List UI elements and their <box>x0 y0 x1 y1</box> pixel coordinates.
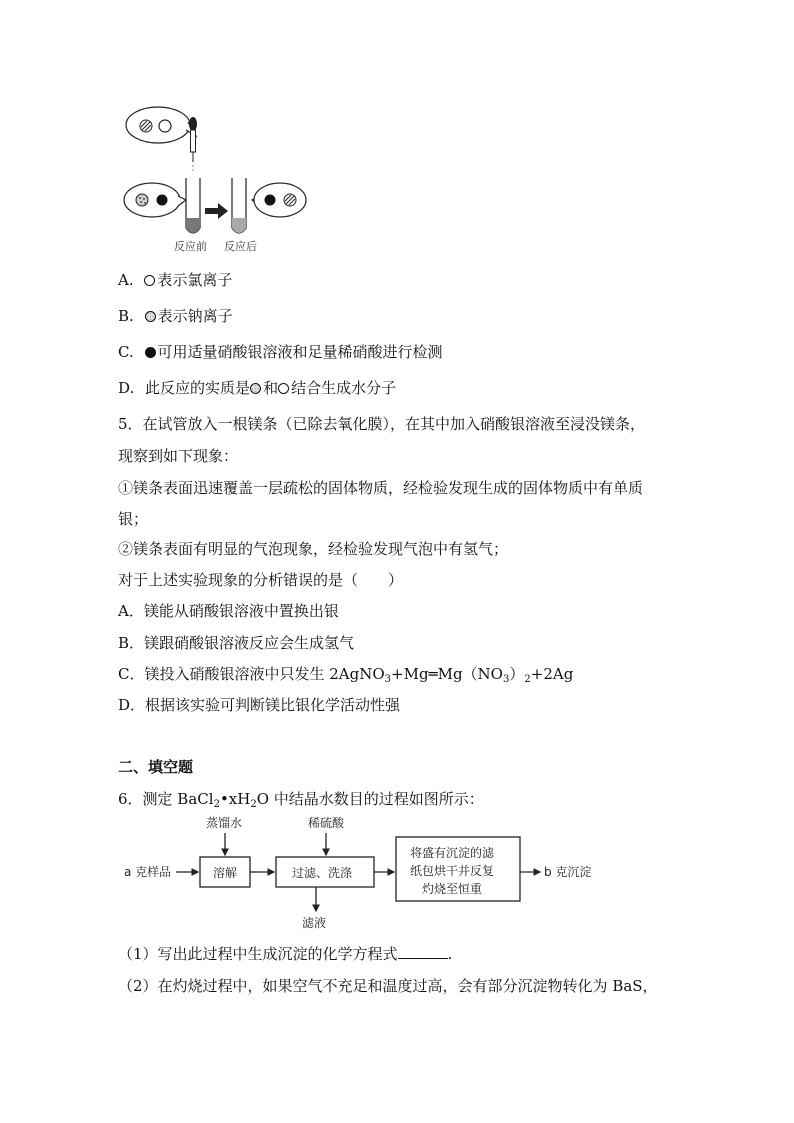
flow-reagent-1: 蒸馏水 <box>206 816 243 830</box>
flow-input: a 克样品 <box>124 865 172 879</box>
black-ion-icon <box>145 347 156 358</box>
label-before: 反应前 <box>174 240 207 253</box>
test-tube-before <box>186 178 200 233</box>
label-after: 反应后 <box>224 240 257 253</box>
dotted-ion-icon <box>250 383 261 394</box>
arrow-right-icon <box>205 203 228 219</box>
q5-option-d: D．根据该实验可判断镁比银化学活动性强 <box>118 696 401 714</box>
q5-option-a: A．镁能从硝酸银溶液中置换出银 <box>118 602 339 620</box>
section-title: 二、填空题 <box>118 758 194 776</box>
after-bubble <box>254 183 306 217</box>
flow-step-2: 过滤、洗涤 <box>292 866 353 880</box>
flow-filtrate: 滤液 <box>302 916 327 930</box>
q5-line-1: 5．在试管放入一根镁条（已除去氧化膜），在其中加入硝酸银溶液至浸没镁条， <box>118 415 646 433</box>
process-flow-diagram <box>118 815 600 937</box>
flow-reagent-2: 稀硫酸 <box>308 816 345 830</box>
q5-option-c: C．镁投入硝酸银溶液中只发生 $2AgNO_3+Mg═Mg(NO_3)_2+2Ag$ <box>118 665 574 685</box>
q5-line-2: 现察到如下现象： <box>118 447 239 465</box>
test-tube-after <box>232 178 246 233</box>
reaction-figure <box>120 100 310 256</box>
black-ion-icon <box>157 195 168 206</box>
flow-step-3-line-2: 纸包烘干并反复 <box>410 864 495 878</box>
flow-output: b 克沉淀 <box>544 865 592 879</box>
white-ion-icon <box>159 120 171 132</box>
dropper-bubble <box>126 107 190 143</box>
q6-sub-2: （2）在灼烧过程中，如果空气不充足和温度过高，会有部分沉淀物转化为 BaS， <box>118 977 658 995</box>
answer-blank[interactable] <box>398 944 448 959</box>
q4-option-b: B. 表示钠离子 <box>118 307 233 325</box>
q5-line-6: 对于上述实验现象的分析错误的是（ ） <box>118 571 404 589</box>
white-ion-icon <box>144 275 155 286</box>
dotted-ion-icon <box>145 311 156 322</box>
hatched-ion-icon <box>140 120 152 132</box>
dropper-icon <box>189 117 197 172</box>
q5-line-3: ①镁条表面迅速覆盖一层疏松的固体物质，经检验发现生成的固体物质中有单质 <box>118 479 644 497</box>
q5-option-b: B．镁跟硝酸银溶液反应会生成氢气 <box>118 634 355 652</box>
q4-option-d: D. 此反应的实质是 和 结合生成水分子 <box>118 379 397 397</box>
q6-sub-1: （1）写出此过程中生成沉淀的化学方程式 . <box>118 945 453 963</box>
white-ion-icon <box>278 383 289 394</box>
q5-line-5: ②镁条表面有明显的气泡现象，经检验发现气泡中有氢气； <box>118 540 509 558</box>
flow-step-3-line-1: 将盛有沉淀的滤 <box>410 846 495 860</box>
q5-line-4: 银； <box>118 510 149 528</box>
flow-step-3-line-3: 灼烧至恒重 <box>422 882 483 896</box>
q6-stem: 6．测定 $BaCl_2•xH_2O$ 中结晶水数目的过程如图所示： <box>118 790 484 810</box>
q4-option-c: C. 可用适量硝酸银溶液和足量稀硝酸进行检测 <box>118 343 443 361</box>
dotted-ion-icon <box>136 194 148 206</box>
q4-option-a: A. 表示氯离子 <box>118 271 233 289</box>
before-bubble <box>124 183 180 217</box>
flow-step-1: 溶解 <box>213 866 238 880</box>
